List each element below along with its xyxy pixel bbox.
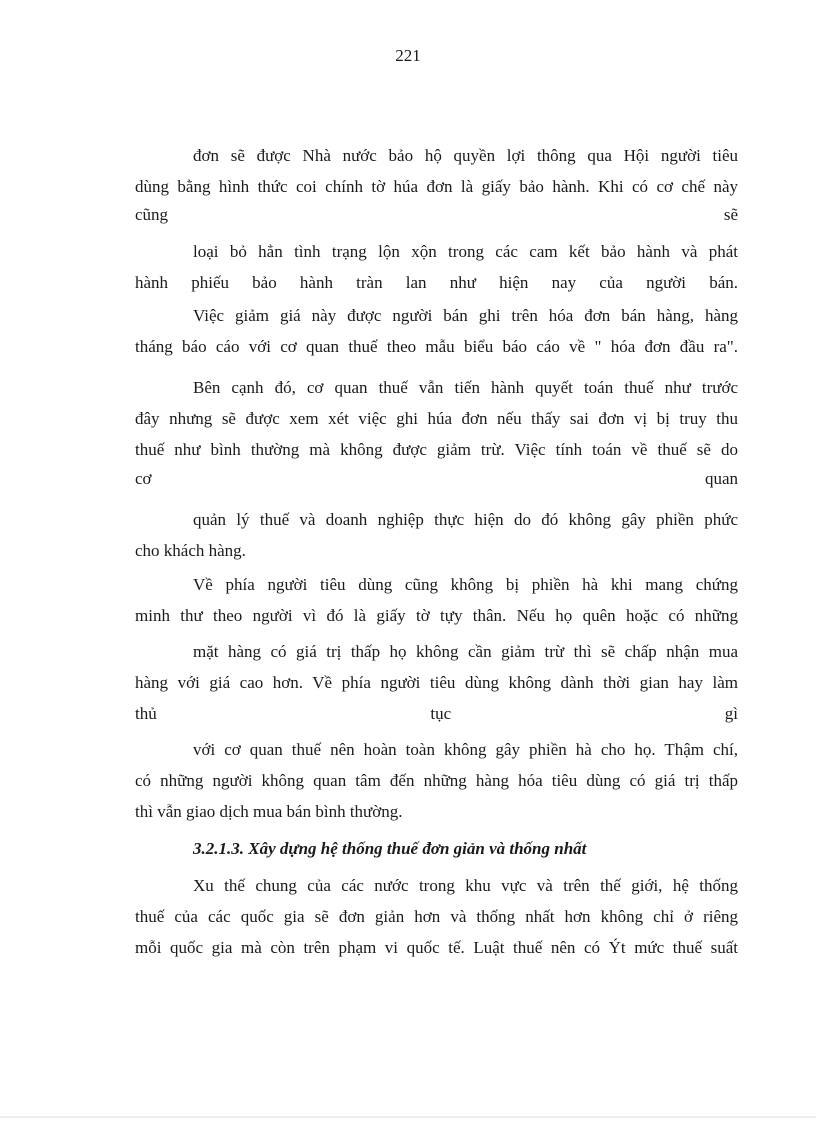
text-line: có những người không quan tâm đến những hàng hóa tiêu dùng có giá trị thấp	[135, 771, 738, 790]
text-line: mỗi quốc gia mà còn trên phạm vi quốc tế. Luật thuế nên có Ýt mức thuế suất	[135, 938, 738, 957]
text-line: thủ tục gì	[135, 704, 738, 723]
text-line: Về phía người tiêu dùng cũng không bị phiền hà khi mang chứng	[193, 575, 738, 594]
text-line: loại bỏ hẳn tình trạng lộn xộn trong các cam kết bảo hành và phát	[193, 242, 738, 261]
text-line: mặt hàng có giá trị thấp họ không cần giảm trừ thì sẽ chấp nhận mua	[193, 642, 738, 661]
text-line: cho khách hàng.	[135, 541, 246, 560]
text-line: thuế của các quốc gia sẽ đơn giản hơn và thống nhất hơn không chỉ ở riêng	[135, 907, 738, 926]
text-line: minh thư theo người vì đó là giấy tờ tựy thân. Nếu họ quên hoặc có những	[135, 606, 738, 625]
text-line: Việc giảm giá này được người bán ghi trên hóa đơn bán hàng, hàng	[193, 306, 738, 325]
page-number: 221	[395, 46, 421, 65]
text-line: Xu thế chung của các nước trong khu vực và trên thế giới, hệ thống	[193, 876, 738, 895]
text-line: quản lý thuế và doanh nghiệp thực hiện do đó không gây phiền phức	[193, 510, 738, 529]
text-line: hàng với giá cao hơn. Về phía người tiêu dùng không dành thời gian hay làm	[135, 673, 738, 692]
text-line: với cơ quan thuế nên hoàn toàn không gây phiền hà cho họ. Thậm chí,	[193, 740, 738, 759]
page-bottom-edge	[0, 1116, 816, 1118]
text-line: hành phiếu bảo hành tràn lan như hiện nay của người bán.	[135, 273, 738, 292]
text-line: đây nhưng sẽ được xem xét việc ghi húa đơn nếu thấy sai đơn vị bị truy thu	[135, 409, 738, 428]
section-heading: 3.2.1.3. Xây dựng hệ thống thuế đơn giản và thống nhất	[193, 839, 587, 858]
text-line: tháng báo cáo với cơ quan thuế theo mẫu biểu báo cáo về " hóa đơn đầu ra".	[135, 337, 738, 356]
text-line: cũng sẽ	[135, 205, 738, 224]
text-line: thuế như bình thường mà không được giảm trừ. Việc tính toán về thuế sẽ do	[135, 440, 738, 459]
text-line: Bên cạnh đó, cơ quan thuế vẫn tiến hành quyết toán thuế như trước	[193, 378, 738, 397]
text-line: cơ quan	[135, 469, 738, 488]
text-line: dùng bằng hình thức coi chính tờ húa đơn là giấy bảo hành. Khi có cơ chế này	[135, 177, 738, 196]
text-line: đơn sẽ được Nhà nước bảo hộ quyền lợi thông qua Hội người tiêu	[193, 146, 738, 165]
text-line: thì vẫn giao dịch mua bán bình thường.	[135, 802, 403, 821]
